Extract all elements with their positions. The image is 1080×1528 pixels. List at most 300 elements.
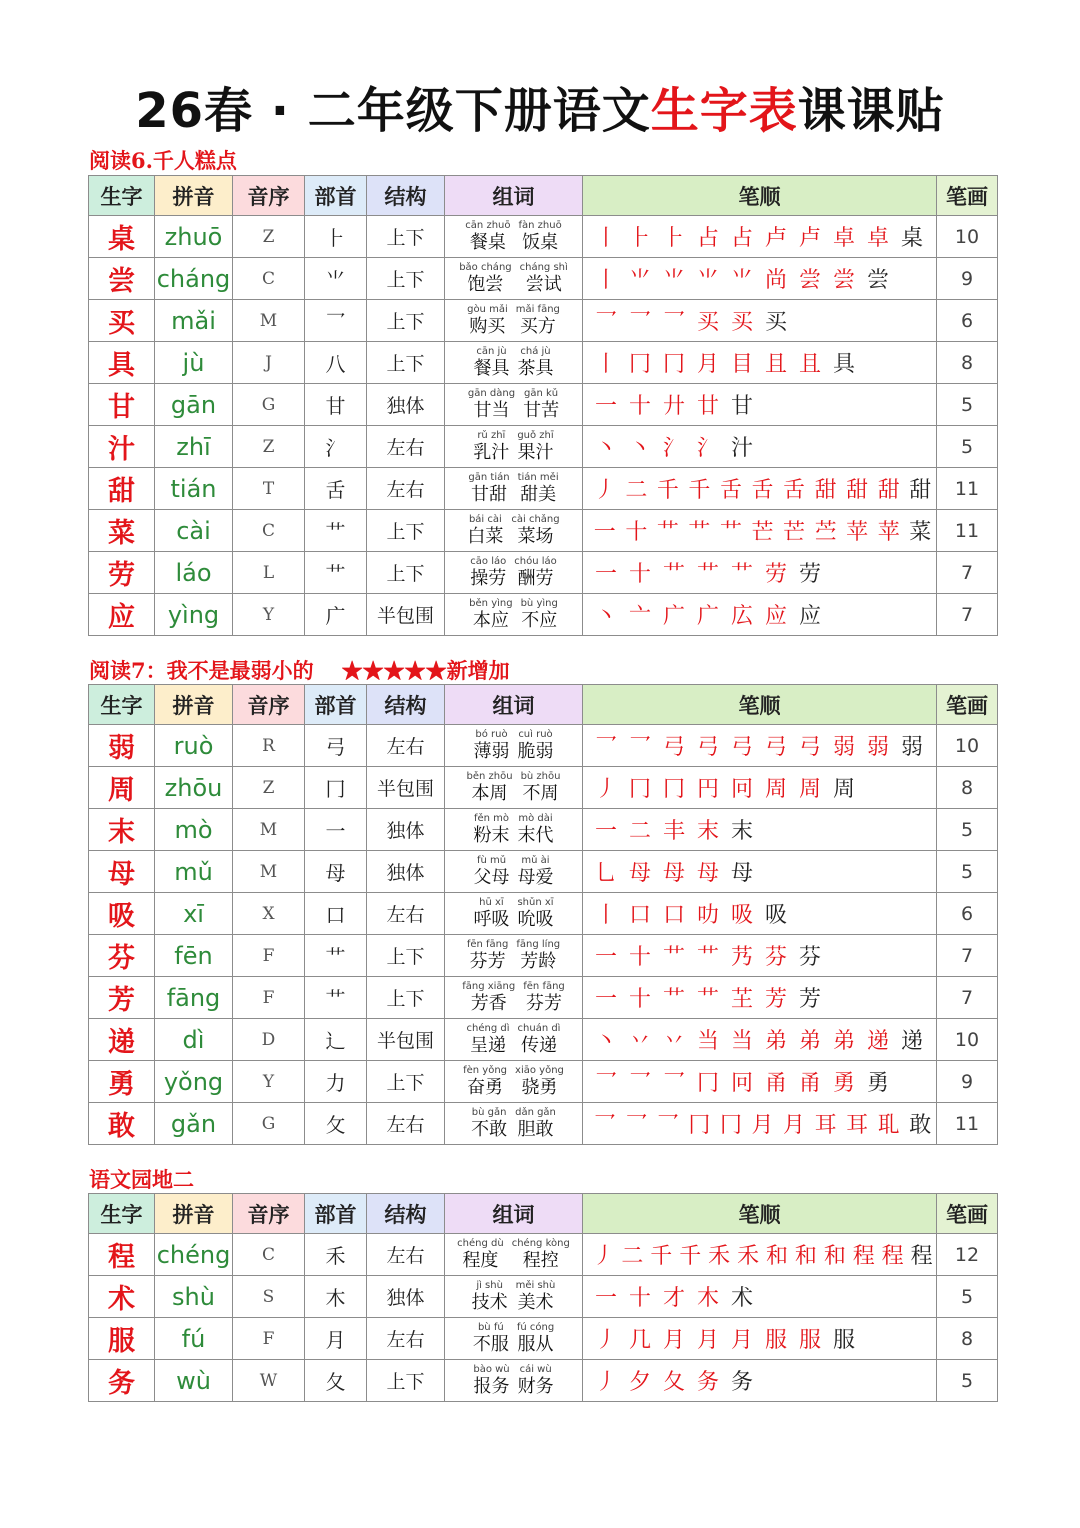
words-cell (445, 977, 583, 1019)
table-row (89, 893, 998, 935)
stroke-count-cell: 7 (937, 594, 998, 636)
words-cell (445, 893, 583, 935)
stroke-order-cell (583, 893, 937, 935)
stroke-order-cell (583, 342, 937, 384)
stroke-sequence (583, 1024, 936, 1055)
character-cell: 尝 (89, 258, 155, 300)
word-pinyin: chá jù (520, 346, 551, 357)
header-radical: 部首 (305, 685, 367, 725)
new-label: 新增加 (446, 658, 510, 683)
word-item (467, 515, 503, 546)
stroke-step: 当 (730, 1029, 753, 1054)
word-pinyin: cān jù (476, 346, 507, 357)
header-words: 组词 (445, 176, 583, 216)
stroke-sequence (583, 1323, 936, 1354)
word-item (523, 982, 565, 1013)
stroke-sequence (583, 515, 936, 546)
radical-cell: 冂 (305, 767, 367, 809)
word-list (445, 1239, 582, 1270)
words-cell (445, 468, 583, 510)
radical-cell: 艹 (305, 510, 367, 552)
stroke-step: 目 (730, 352, 753, 377)
header-pinyin: 拼音 (155, 176, 233, 216)
word-text: 呈递 (470, 1035, 507, 1056)
word-pinyin: bù gǎn (471, 1107, 507, 1118)
structure-cell: 左右 (367, 468, 445, 510)
structure-cell: 上下 (367, 342, 445, 384)
words-cell (445, 725, 583, 767)
word-text: 菜场 (517, 526, 554, 547)
word-item (511, 515, 559, 546)
radical-cell: ⺊ (305, 216, 367, 258)
word-item (518, 347, 554, 378)
stroke-step: 乛 (628, 735, 651, 760)
pinyin-cell: ruò (155, 725, 233, 767)
pinyin-cell: shù (155, 1276, 233, 1318)
stroke-sequence (583, 1365, 936, 1396)
structure-cell: 上下 (367, 977, 445, 1019)
word-text: 甘甜 (470, 484, 507, 505)
order-cell: C (233, 258, 305, 300)
stroke-step: 卓 (866, 226, 889, 251)
word-list (445, 263, 582, 294)
word-text: 母爱 (517, 867, 554, 888)
structure-cell: 上下 (367, 216, 445, 258)
word-text: 末代 (517, 825, 554, 846)
stroke-step: 勇 (832, 1071, 855, 1096)
stroke-step: 乛 (593, 1113, 616, 1138)
stroke-step: 冋 (730, 1071, 753, 1096)
words-cell (445, 594, 583, 636)
structure-cell: 独体 (367, 1276, 445, 1318)
table-row (89, 384, 998, 426)
character-table (88, 1193, 998, 1402)
stroke-step: 桌 (900, 226, 923, 251)
word-item (516, 305, 560, 336)
table-row (89, 977, 998, 1019)
stroke-step: 芬 (764, 945, 787, 970)
stroke-order-cell (583, 426, 937, 468)
word-list (445, 347, 582, 378)
stroke-order-cell (583, 258, 937, 300)
order-cell: X (233, 893, 305, 935)
radical-cell: 一 (305, 809, 367, 851)
stroke-step: 十 (628, 562, 651, 587)
word-pinyin: shǔn xī (517, 897, 554, 908)
table-row (89, 1234, 998, 1276)
word-item (514, 557, 557, 588)
structure-cell: 左右 (367, 426, 445, 468)
stroke-step: 一 (594, 945, 617, 970)
word-list (445, 898, 582, 929)
stroke-step: 乛 (628, 310, 651, 335)
word-pinyin: fēn fāng (523, 981, 565, 992)
order-cell: S (233, 1276, 305, 1318)
structure-cell: 上下 (367, 510, 445, 552)
character-cell: 敢 (89, 1103, 155, 1145)
stroke-count-cell: 11 (937, 510, 998, 552)
stroke-sequence (583, 221, 936, 252)
word-list (445, 814, 582, 845)
table-row (89, 851, 998, 893)
stroke-step: 汁 (730, 436, 753, 461)
order-cell: Z (233, 216, 305, 258)
character-table (88, 175, 998, 636)
stroke-step: 周 (764, 777, 787, 802)
order-cell: G (233, 1103, 305, 1145)
header-char: 生字 (89, 1194, 155, 1234)
stroke-step: 丿 (592, 1244, 615, 1269)
header-count: 笔画 (937, 176, 998, 216)
word-item (473, 1323, 509, 1354)
stroke-sequence (583, 557, 936, 588)
header-radical: 部首 (305, 176, 367, 216)
stroke-step: 夂 (662, 1370, 685, 1395)
word-text: 果汁 (517, 442, 554, 463)
stroke-step: 十 (628, 987, 651, 1012)
stroke-sequence (583, 431, 936, 462)
order-cell: D (233, 1019, 305, 1061)
stroke-step: 广 (662, 604, 685, 629)
stroke-sequence (583, 1281, 936, 1312)
stroke-step: 艹 (696, 562, 719, 587)
stroke-step: 艹 (730, 562, 753, 587)
radical-cell: 口 (305, 893, 367, 935)
word-text: 乳汁 (473, 442, 510, 463)
words-cell (445, 258, 583, 300)
word-item (518, 473, 559, 504)
stroke-step: 应 (764, 604, 787, 629)
character-cell: 劳 (89, 552, 155, 594)
order-cell: L (233, 552, 305, 594)
word-pinyin: cāo láo (470, 556, 507, 567)
word-text: 甜美 (520, 484, 557, 505)
pinyin-cell: gān (155, 384, 233, 426)
character-cell: 芳 (89, 977, 155, 1019)
stroke-step: 舌 (751, 478, 774, 503)
stroke-step: 术 (730, 1286, 753, 1311)
radical-cell: 艹 (305, 977, 367, 1019)
stroke-step: 二 (621, 1244, 644, 1269)
order-cell: C (233, 510, 305, 552)
stroke-step: 当 (696, 1029, 719, 1054)
word-text: 薄弱 (473, 741, 510, 762)
pinyin-cell: xī (155, 893, 233, 935)
stroke-step: 末 (696, 819, 719, 844)
word-text: 甘苦 (523, 400, 560, 421)
stroke-count-cell: 9 (937, 1061, 998, 1103)
stroke-sequence (583, 263, 936, 294)
pinyin-cell: fēn (155, 935, 233, 977)
word-list (445, 1024, 582, 1055)
section-title: 阅读7：我不是最弱小的 ★★★★★新增加 (89, 658, 510, 683)
star-rating: ★★★★★ (341, 658, 447, 683)
stroke-step: 冂 (628, 352, 651, 377)
stroke-order-cell (583, 851, 937, 893)
table-row (89, 594, 998, 636)
table-row (89, 935, 998, 977)
word-pinyin: fāng líng (516, 939, 561, 950)
stroke-order-cell (583, 977, 937, 1019)
word-pinyin: fěn mò (473, 813, 510, 824)
stroke-sequence (583, 814, 936, 845)
character-cell: 勇 (89, 1061, 155, 1103)
header-pinyin: 拼音 (155, 685, 233, 725)
word-text: 白菜 (467, 526, 504, 547)
stroke-step: 丷 (628, 1029, 651, 1054)
stroke-step: 舌 (719, 478, 742, 503)
word-pinyin: fàn zhuō (518, 220, 562, 231)
word-pinyin: běn zhōu (466, 771, 513, 782)
stroke-step: 弓 (696, 735, 719, 760)
stroke-step: 芬 (798, 945, 821, 970)
stroke-step: 丿 (594, 1328, 617, 1353)
structure-cell: 上下 (367, 300, 445, 342)
order-cell: C (233, 1234, 305, 1276)
word-pinyin: mò dài (518, 813, 553, 824)
table-row (89, 767, 998, 809)
stroke-step: 母 (628, 861, 651, 886)
stroke-order-cell (583, 552, 937, 594)
stroke-sequence (583, 347, 936, 378)
table-row (89, 552, 998, 594)
order-cell: Z (233, 767, 305, 809)
word-text: 粉末 (473, 825, 510, 846)
word-list (445, 1281, 582, 1312)
stroke-step: 卢 (764, 226, 787, 251)
stroke-sequence (583, 1066, 936, 1097)
word-item (521, 599, 558, 630)
word-pinyin: fēn fāng (466, 939, 509, 950)
stroke-step: 芒 (783, 520, 806, 545)
word-item (474, 730, 510, 761)
word-text: 不应 (521, 610, 558, 631)
stroke-step: 母 (730, 861, 753, 886)
table-row (89, 342, 998, 384)
stroke-count-cell: 8 (937, 767, 998, 809)
word-list (445, 856, 582, 887)
stroke-step: 弓 (730, 735, 753, 760)
stroke-order-cell (583, 1234, 937, 1276)
pinyin-cell: zhōu (155, 767, 233, 809)
stroke-step: 艹 (662, 945, 685, 970)
character-cell: 末 (89, 809, 155, 851)
character-cell: 甜 (89, 468, 155, 510)
word-item (518, 730, 554, 761)
word-item (474, 814, 510, 845)
word-item (515, 1108, 556, 1139)
word-text: 芳香 (470, 993, 507, 1014)
word-text: 餐具 (473, 358, 510, 379)
stroke-step: 甜 (909, 478, 932, 503)
stroke-step: 程 (881, 1244, 904, 1269)
word-text: 父母 (473, 867, 510, 888)
word-list (445, 473, 582, 504)
order-cell: J (233, 342, 305, 384)
table-row (89, 510, 998, 552)
stroke-step: 艹 (688, 520, 711, 545)
pinyin-cell: zhuō (155, 216, 233, 258)
stroke-step: 叻 (696, 903, 719, 928)
structure-cell: 左右 (367, 893, 445, 935)
word-text: 尝试 (525, 274, 562, 295)
order-cell: M (233, 809, 305, 851)
stroke-count-cell: 12 (937, 1234, 998, 1276)
stroke-step: 冂 (662, 777, 685, 802)
word-item (473, 898, 509, 929)
stroke-step: 夕 (628, 1370, 651, 1395)
stroke-step: 月 (696, 1328, 719, 1353)
stroke-order-cell (583, 1318, 937, 1360)
words-cell (445, 300, 583, 342)
structure-cell: 上下 (367, 258, 445, 300)
stroke-step: 口 (662, 903, 685, 928)
word-pinyin: bào wù (473, 1364, 510, 1375)
pinyin-cell: mǎi (155, 300, 233, 342)
pinyin-cell: wù (155, 1360, 233, 1402)
table-row (89, 725, 998, 767)
word-pinyin: cái wù (519, 1364, 552, 1375)
stroke-step: 乛 (628, 1071, 651, 1096)
word-item (473, 1365, 509, 1396)
word-list (445, 940, 582, 971)
stroke-step: 丨 (594, 352, 617, 377)
table-row (89, 468, 998, 510)
pinyin-cell: yìng (155, 594, 233, 636)
stroke-order-cell (583, 1360, 937, 1402)
word-pinyin: bù fú (477, 1322, 504, 1333)
word-list (445, 1108, 582, 1139)
stroke-order-cell (583, 510, 937, 552)
stroke-step: 程 (910, 1244, 933, 1269)
words-cell (445, 1103, 583, 1145)
word-item (459, 263, 511, 294)
table-row (89, 1103, 998, 1145)
character-cell: 术 (89, 1276, 155, 1318)
stroke-count-cell: 5 (937, 809, 998, 851)
stroke-count-cell: 10 (937, 1019, 998, 1061)
stroke-step: 弓 (764, 735, 787, 760)
stroke-step: 母 (662, 861, 685, 886)
stroke-sequence (583, 982, 936, 1013)
stroke-order-cell (583, 384, 937, 426)
order-cell: Y (233, 594, 305, 636)
word-item (521, 772, 561, 803)
word-item (523, 389, 559, 420)
stroke-step: 二 (625, 478, 648, 503)
stroke-count-cell: 5 (937, 426, 998, 468)
stroke-step: 月 (730, 1328, 753, 1353)
stroke-step: 和 (765, 1244, 788, 1269)
stroke-sequence (583, 772, 936, 803)
word-pinyin: fú cóng (516, 1322, 555, 1333)
stroke-sequence (583, 898, 936, 929)
stroke-count-cell: 5 (937, 851, 998, 893)
stroke-step: 弟 (798, 1029, 821, 1054)
stroke-step: 口 (628, 903, 651, 928)
words-cell (445, 384, 583, 426)
stroke-step: ⺌ (696, 268, 719, 293)
word-item (512, 1239, 570, 1270)
structure-cell: 上下 (367, 935, 445, 977)
stroke-step: 应 (798, 604, 821, 629)
header-pinyin: 拼音 (155, 1194, 233, 1234)
table-row (89, 809, 998, 851)
structure-cell: 左右 (367, 725, 445, 767)
character-cell: 买 (89, 300, 155, 342)
stroke-step: 丶 (628, 436, 651, 461)
stroke-count-cell: 9 (937, 258, 998, 300)
word-item (516, 940, 560, 971)
words-cell (445, 552, 583, 594)
word-item (518, 856, 554, 887)
stroke-step: 才 (662, 1286, 685, 1311)
section-title: 语文园地二 (89, 1167, 194, 1192)
word-text: 吮吸 (517, 909, 554, 930)
order-cell: F (233, 935, 305, 977)
stroke-step: 艹 (662, 562, 685, 587)
character-cell: 母 (89, 851, 155, 893)
stroke-step: 一 (594, 1286, 617, 1311)
stroke-step: 务 (696, 1370, 719, 1395)
header-words: 组词 (445, 685, 583, 725)
structure-cell: 独体 (367, 851, 445, 893)
stroke-step: 乛 (662, 1071, 685, 1096)
word-text: 本周 (471, 783, 508, 804)
character-cell: 务 (89, 1360, 155, 1402)
stroke-count-cell: 11 (937, 1103, 998, 1145)
words-cell (445, 851, 583, 893)
stroke-step: 冂 (696, 1071, 719, 1096)
stroke-step: 丨 (594, 268, 617, 293)
word-text: 餐桌 (469, 232, 506, 253)
stroke-step: 一 (594, 394, 617, 419)
stroke-step: 冂 (719, 1113, 742, 1138)
stroke-order-cell (583, 1061, 937, 1103)
radical-cell: 力 (305, 1061, 367, 1103)
word-text: 传递 (520, 1035, 557, 1056)
radical-cell: 广 (305, 594, 367, 636)
character-cell: 程 (89, 1234, 155, 1276)
word-item (467, 772, 513, 803)
stroke-step: 廿 (696, 394, 719, 419)
stroke-sequence (583, 473, 936, 504)
stroke-step: 艹 (662, 987, 685, 1012)
stroke-step: 丶 (594, 1029, 617, 1054)
word-item (518, 814, 554, 845)
stroke-step: 月 (751, 1113, 774, 1138)
pinyin-cell: cháng (155, 258, 233, 300)
stroke-step: 苎 (814, 520, 837, 545)
stroke-step: 乛 (625, 1113, 648, 1138)
order-cell: F (233, 1318, 305, 1360)
word-text: 骁勇 (521, 1077, 558, 1098)
stroke-sequence (583, 599, 936, 630)
word-item (465, 221, 510, 252)
word-pinyin: gān kǔ (524, 388, 559, 399)
word-item (470, 557, 506, 588)
header-structure: 结构 (367, 176, 445, 216)
stroke-step: 尝 (866, 268, 889, 293)
word-pinyin: gān tián (468, 472, 510, 483)
stroke-step: 和 (823, 1244, 846, 1269)
stroke-count-cell: 5 (937, 1360, 998, 1402)
stroke-step: 乛 (594, 310, 617, 335)
stroke-step: 艹 (696, 987, 719, 1012)
stroke-step: 且 (764, 352, 787, 377)
words-cell (445, 1360, 583, 1402)
table-row (89, 258, 998, 300)
